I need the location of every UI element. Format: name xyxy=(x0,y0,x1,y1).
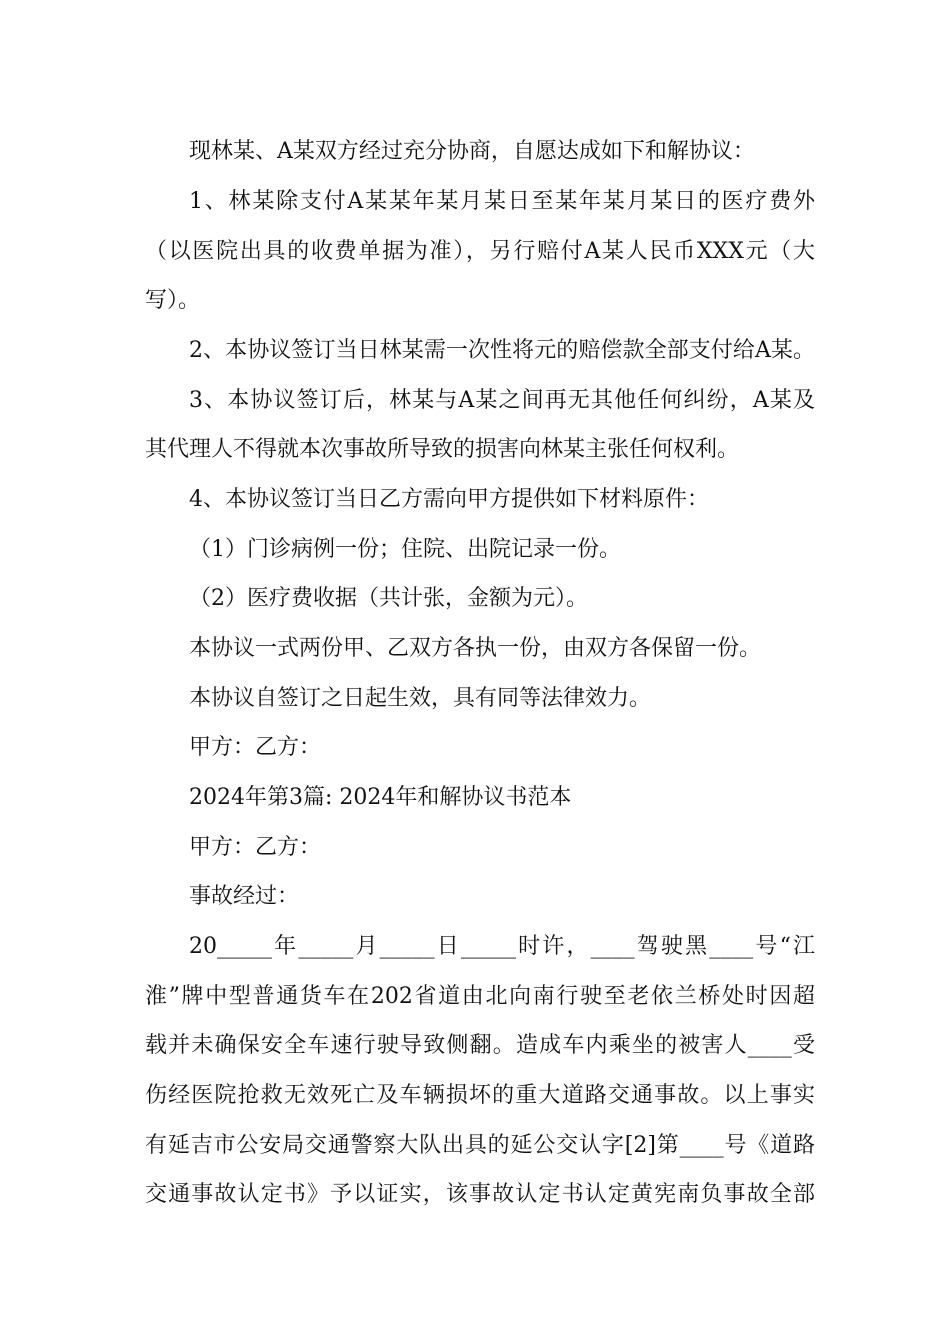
clause-1-line-1: 1、林某除支付A某某年某月某日至某年某月某日的医疗费外 xyxy=(189,189,815,214)
clause-3-line-2: 其代理人不得就本次事故所导致的损害向林某主张任何权利。 xyxy=(145,437,740,462)
copies-statement: 本协议一式两份甲、乙双方各执一份，由双方各保留一份。 xyxy=(189,636,762,661)
accident-line-2: 淮”牌中型普通货车在202省道由北向南行驶至老依兰桥处时因超 xyxy=(145,984,815,1009)
accident-line-6: 交通事故认定书》予以证实，该事故认定书认定黄宪南负事故全部 xyxy=(145,1182,815,1207)
effectiveness-statement: 本协议自签订之日起生效，具有同等法律效力。 xyxy=(189,686,652,711)
party-labels-2: 甲方：乙方： xyxy=(189,835,322,860)
clause-4-item-2: （2）医疗费收据（共计张，金额为元）。 xyxy=(189,586,588,611)
accident-line-5: 有延吉市公安局交通警察大队出具的延公交认字[2]第____号《道路 xyxy=(145,1133,815,1158)
accident-line-3: 载并未确保安全车速行驶导致侧翻。造成车内乘坐的被害人____受 xyxy=(145,1033,815,1058)
accident-line-1: 20_____年_____月_____日_____时许，____驾驶黑____号“江 xyxy=(189,934,815,959)
accident-line-4: 伤经医院抢救无效死亡及车辆损坏的重大道路交通事故。以上事实 xyxy=(145,1083,815,1108)
clause-4-item-1: （1）门诊病例一份；住院、出院记录一份。 xyxy=(189,537,621,562)
clause-3-line-1: 3、本协议签订后，林某与A某之间再无其他任何纠纷，A某及 xyxy=(189,388,815,413)
clause-1-line-2: （以医院出具的收费单据为准），另行赔付A某人民币XXX元（大 xyxy=(145,239,815,264)
clause-4: 4、本协议签订当日乙方需向甲方提供如下材料原件： xyxy=(189,487,709,512)
clause-1-line-3: 写）。 xyxy=(145,288,201,313)
agreement-intro: 现林某、A某双方经过充分协商，自愿达成如下和解协议： xyxy=(189,139,755,164)
clause-2: 2、本协议签订当日林某需一次性将元的赔偿款全部支付给A某。 xyxy=(189,338,815,363)
section-heading: 2024年第3篇: 2024年和解协议书范本 xyxy=(189,785,572,810)
party-labels: 甲方：乙方： xyxy=(189,735,322,760)
accident-heading: 事故经过： xyxy=(189,884,300,909)
